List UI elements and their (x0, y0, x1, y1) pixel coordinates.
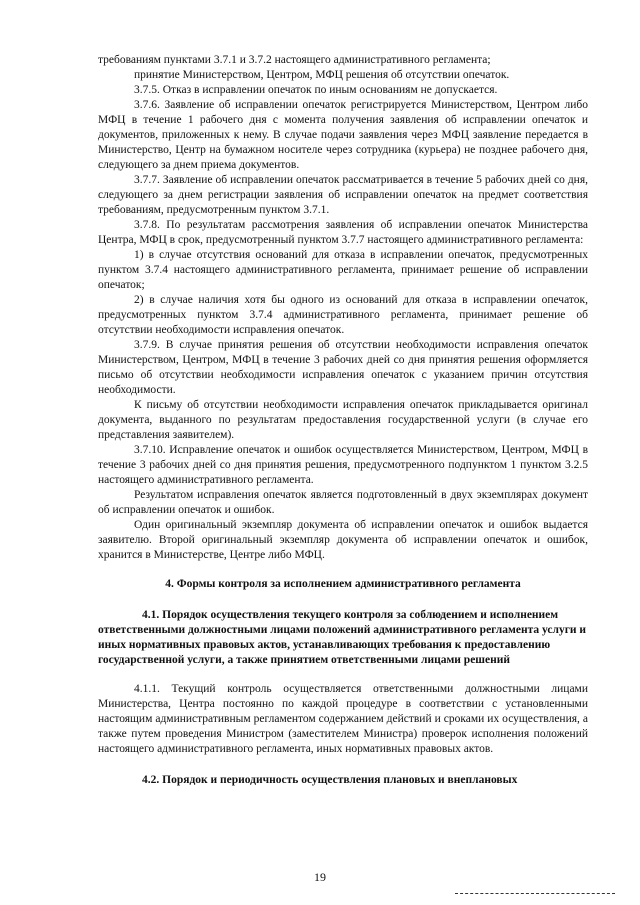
footer-divider (455, 893, 615, 894)
paragraph-3-7-7: 3.7.7. Заявление об исправлении опечаток рассматривается в течение 5 рабочих дней со дня, следующего за днем регистрации заявления об исправлении опечаток на предмет соответствия требованиям, предусмотренным пунктом 3.7.1. (98, 174, 588, 216)
paragraph-result: Результатом исправления опечаток является подготовленный в двух экземплярах документ об исправлении опечаток и ошибок. (98, 489, 588, 516)
paragraph-3-7-10: 3.7.10. Исправление опечаток и ошибок осуществляется Министерством, Центром, МФЦ в течение 3 рабочих дней со дня принятия решения, предусмотренного подпунктом 1 пунктом 3.2.5 настоящего административного регламента. (98, 444, 588, 486)
paragraph-continuation: требованиям пунктами 3.7.1 и 3.7.2 настоящего административного регламента; (98, 54, 491, 66)
paragraph-decision: принятие Министерством, Центром, МФЦ решения об отсутствии опечаток. (134, 69, 510, 81)
section-4-heading: 4. Формы контроля за исполнением административного регламента (165, 578, 521, 590)
paragraph-3-7-5: 3.7.5. Отказ в исправлении опечаток по иным основаниям не допускается. (134, 84, 498, 96)
paragraph-original-copy: Один оригинальный экземпляр документа об исправлении опечаток и ошибок выдается заявителю. Второй оригинальный экземпляр документа об исправлении опечаток и ошибок, хранится в Министерстве, Центре либо МФЦ. (98, 519, 588, 561)
paragraph-item-2: 2) в случае наличия хотя бы одного из оснований для отказа в исправлении опечаток, предусмотренных пунктом 3.7.4 административного регламента, принимает решение об отсутствии необходимости исправления опечаток. (98, 294, 588, 336)
paragraph-3-7-6: 3.7.6. Заявление об исправлении опечаток регистрируется Министерством, Центром либо МФЦ в течение 1 рабочего дня с момента получения заявления об исправлении опечаток и документов, приложенных к нему. В случае подачи заявления через МФЦ заявление передается в Министерство, Центр на бумажном носителе через сотрудника (курьера) не позднее рабочего дня, следующего за днем приема документов. (98, 99, 588, 171)
section-4-2-heading: 4.2. Порядок и периодичность осуществления плановых и внеплановых (142, 774, 518, 786)
paragraph-4-1-1: 4.1.1. Текущий контроль осуществляется ответственными должностными лицами Министерства, Центра постоянно по каждой процедуре в соответствии с установленными настоящим административным регламентом содержанием действий и сроками их осуществления, а также путем проведения Министром (заместителем Министра) проверок исполнения положений настоящего административного регламента, иных нормативных правовых актов. (98, 683, 588, 755)
section-4-1-heading: 4.1. Порядок осуществления текущего контроля за соблюдением и исполнением ответственными должностными лицами положений административного регламента услуги и иных нормативных правовых актов, устанавливающих требования к предоставлению государственной услуги, а также принятием ответственными лицами решений (98, 609, 587, 666)
paragraph-item-1: 1) в случае отсутствия оснований для отказа в исправлении опечаток, предусмотренных пунктом 3.7.4 настоящего административного регламента, принимает решение об исправлении опечаток; (98, 249, 588, 291)
page-number: 19 (314, 870, 326, 884)
document-body (98, 53, 588, 788)
paragraph-3-7-8: 3.7.8. По результатам рассмотрения заявления об исправлении опечаток Министерства Центра, МФЦ в срок, предусмотренный пунктом 3.7.7 настоящего административного регламента: (98, 219, 588, 246)
paragraph-3-7-9: 3.7.9. В случае принятия решения об отсутствии необходимости исправления опечаток Министерством, Центром, МФЦ в течение 3 рабочих дней со дня принятия решения оформляется письмо об отсутствии необходимости исправления опечаток с указанием причин отсутствия необходимости. (98, 339, 588, 396)
paragraph-letter-attachment: К письму об отсутствии необходимости исправления опечаток прикладывается оригинал документа, выданного по результатам предоставления государственной услуги (в случае его представления заявителем). (98, 399, 588, 441)
